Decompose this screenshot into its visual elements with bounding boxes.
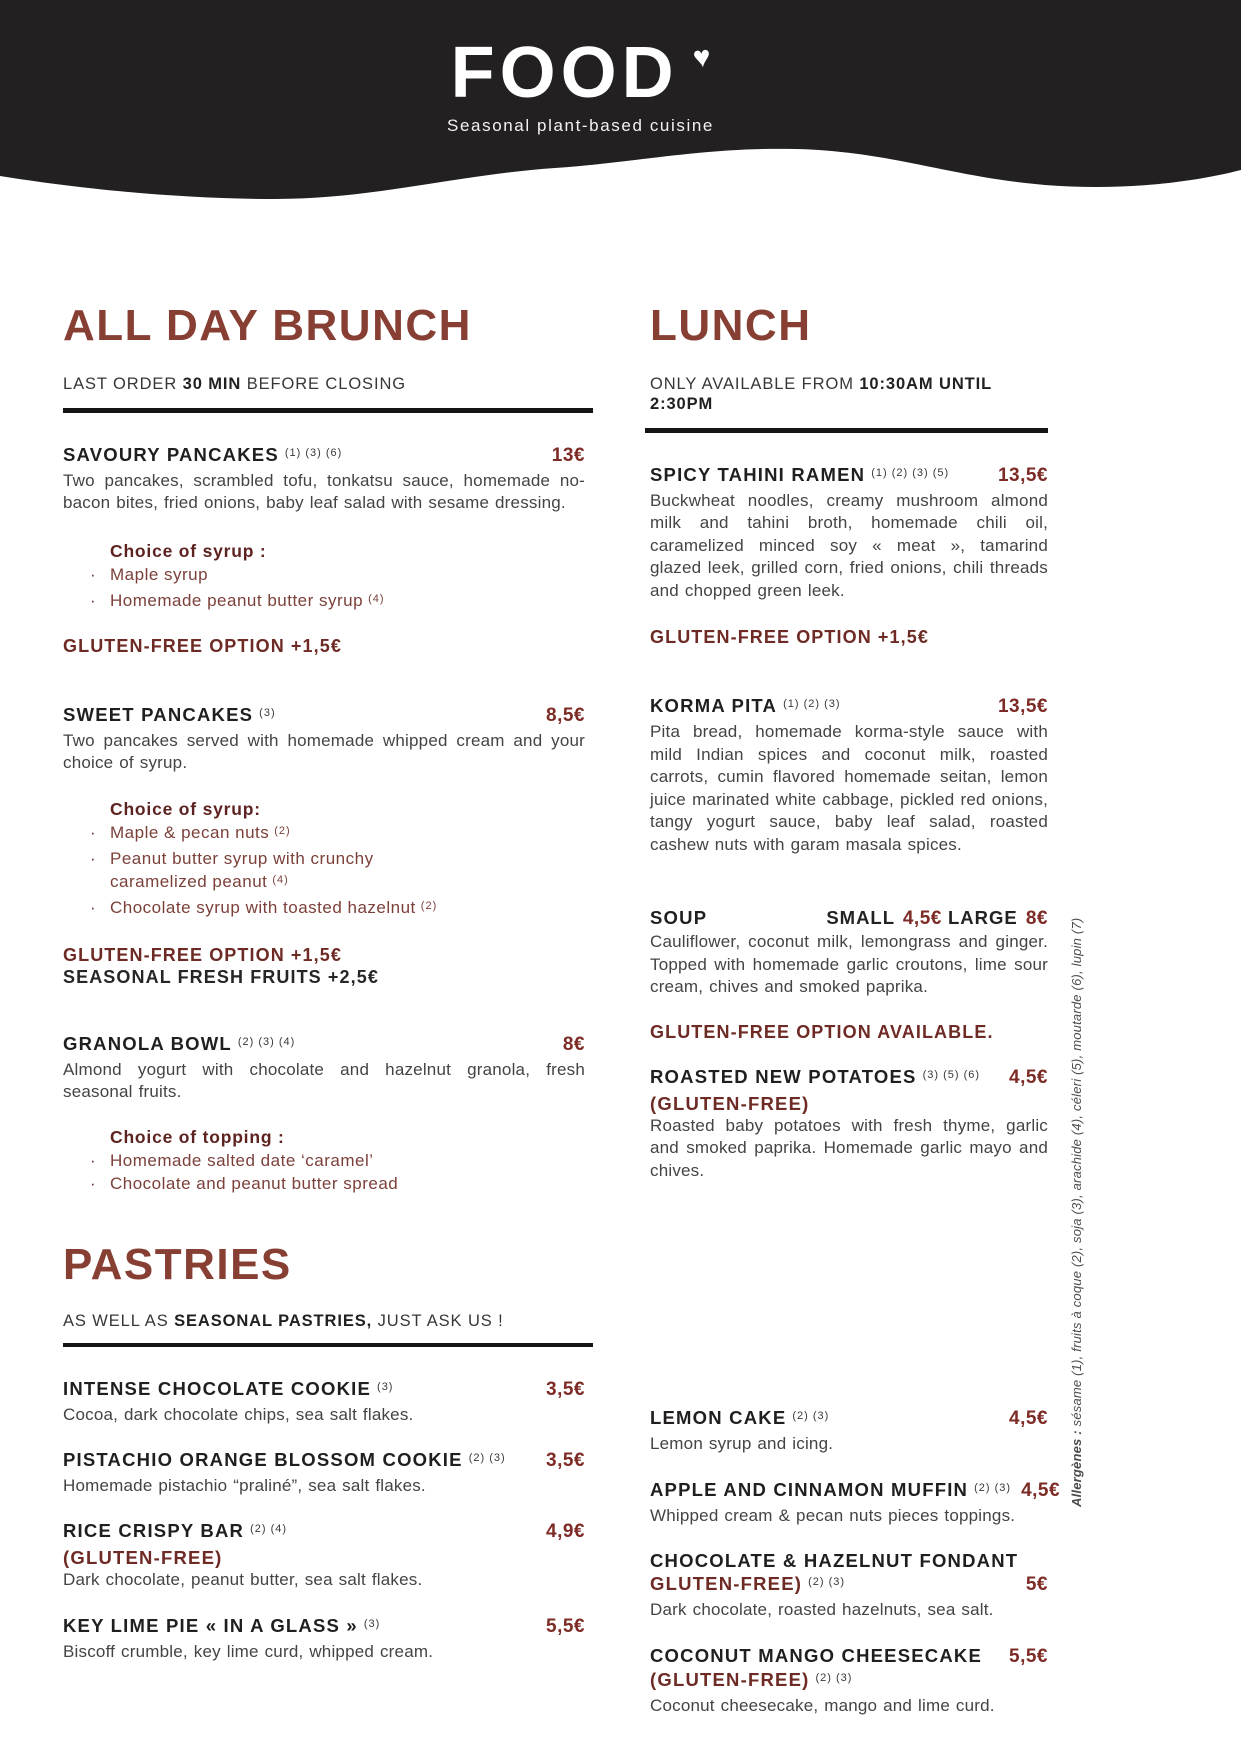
choice-option: · Homemade salted date ‘caramel’ bbox=[90, 1150, 374, 1170]
choice-block bbox=[90, 540, 585, 615]
bullet-icon: · bbox=[90, 1173, 97, 1193]
bullet-icon: · bbox=[90, 564, 97, 584]
soup-prices: SMALL 4,5€ LARGE 8€ bbox=[826, 907, 1048, 929]
item-description: Cocoa, dark chocolate chips, sea salt flakes. bbox=[63, 1405, 414, 1424]
pastries-note: AS WELL AS SEASONAL PASTRIES, JUST ASK US ! bbox=[63, 1311, 504, 1330]
heart-icon: ♥ bbox=[690, 40, 713, 75]
gluten-free-note: GLUTEN-FREE OPTION +1,5€ bbox=[650, 627, 929, 647]
choice-option: · Peanut butter syrup with crunchy caramelized peanut $^{(4)}$ bbox=[90, 847, 450, 896]
item-name: SAVOURY PANCAKES $^{(1) (3) (6)}$ bbox=[63, 443, 343, 465]
item-name: PISTACHIO ORANGE BLOSSOM COOKIE $^{(2) (3)}$ bbox=[63, 1448, 506, 1470]
bullet-icon: · bbox=[90, 897, 97, 917]
item-price: 13,5€ bbox=[997, 696, 1048, 717]
lunch-section-title: LUNCH bbox=[650, 301, 812, 350]
choice-block bbox=[90, 798, 585, 922]
item-price: 4,5€ bbox=[1021, 1479, 1061, 1501]
allergen-refs: (2) (3) bbox=[792, 1410, 830, 1422]
item-name: SPICY TAHINI RAMEN $^{(1) (2) (3) (5)}$ bbox=[650, 463, 950, 485]
gluten-free-note: GLUTEN-FREE OPTION +1,5€ bbox=[63, 635, 342, 656]
allergen-refs: (3) bbox=[363, 1617, 381, 1630]
bullet-icon: · bbox=[90, 848, 97, 868]
item-name: GRANOLA BOWL $^{(2) (3) (4)}$ bbox=[63, 1032, 296, 1054]
gluten-free-subtitle: (GLUTEN-FREE) $^{(2) (3)}$ bbox=[650, 1668, 853, 1690]
allergen-refs: (3) (5) (6) bbox=[922, 1068, 981, 1081]
right-column bbox=[650, 301, 1061, 1717]
pastries-section-title: PASTRIES bbox=[63, 1239, 292, 1289]
menu-item-spicy-tahini-ramen bbox=[650, 463, 1048, 649]
item-price: 5,5€ bbox=[1009, 1645, 1048, 1667]
menu-item-key-lime-pie bbox=[63, 1614, 585, 1664]
item-price: 3,5€ bbox=[546, 1449, 585, 1471]
item-description: Dark chocolate, roasted hazelnuts, sea salt. bbox=[650, 1600, 994, 1619]
allergen-refs: (1) (2) (3) (5) bbox=[871, 466, 950, 479]
item-price: 8€ bbox=[562, 1033, 585, 1055]
divider bbox=[645, 428, 1048, 433]
menu-item-pistachio-cookie bbox=[63, 1448, 585, 1498]
page-subtitle: Seasonal plant-based cuisine bbox=[447, 116, 714, 135]
item-name: RICE CRISPY BAR $^{(2) (4)}$ bbox=[63, 1520, 288, 1541]
allergen-refs: (2) (3) bbox=[974, 1481, 1012, 1494]
item-name: LEMON CAKE $^{(2) (3)}$ bbox=[650, 1407, 830, 1428]
divider bbox=[63, 1343, 593, 1348]
allergen-refs: (2) (3) bbox=[815, 1671, 853, 1684]
choice-option: · Homemade peanut butter syrup $^{(4)}$ bbox=[90, 589, 585, 615]
brunch-section-title: ALL DAY BRUNCH bbox=[63, 301, 472, 350]
item-description: Dark chocolate, peanut butter, sea salt flakes. bbox=[63, 1570, 423, 1589]
item-description: Pita bread, homemade korma-style sauce with mild Indian spices and coconut milk, roasted carrots, cumin flavored homemade seitan, lemon juice marinated white cabbage, pickled red onions, tangy yogurt sauce, baby leaf salad, roasted cashew nuts with garam masala spices. bbox=[650, 722, 1048, 854]
item-price: 4,5€ bbox=[1009, 1408, 1048, 1429]
divider bbox=[63, 408, 593, 413]
gluten-free-subtitle: (GLUTEN-FREE) bbox=[63, 1547, 223, 1568]
menu-item-savoury-pancakes bbox=[63, 443, 585, 657]
allergen-refs: (1) (3) (6) bbox=[284, 446, 343, 459]
item-name: APPLE AND CINNAMON MUFFIN $^{(2) (3)}$ bbox=[650, 1478, 1012, 1500]
menu-item-intense-chocolate-cookie bbox=[63, 1377, 585, 1427]
item-price: 13€ bbox=[551, 444, 585, 466]
bullet-icon: · bbox=[90, 590, 97, 610]
item-price: 5,5€ bbox=[546, 1615, 585, 1637]
allergen-refs: (1) (2) (3) bbox=[783, 698, 841, 710]
item-description: Biscoff crumble, key lime curd, whipped cream. bbox=[63, 1641, 434, 1661]
item-name: SOUP bbox=[650, 907, 708, 928]
item-price: 4,5€ bbox=[1009, 1066, 1048, 1088]
left-column bbox=[63, 302, 585, 1663]
item-description: Homemade pistachio “praliné”, sea salt flakes. bbox=[63, 1475, 426, 1495]
allergen-refs: (3) bbox=[259, 706, 276, 719]
menu-header bbox=[0, 33, 1201, 136]
menu-item-soup bbox=[650, 906, 1048, 1043]
choice-option: · Chocolate syrup with toasted hazelnut $^{(2)}$ bbox=[90, 896, 585, 922]
bullet-icon: · bbox=[90, 822, 97, 842]
item-price: 8,5€ bbox=[546, 704, 585, 726]
allergen-refs: (2) (4) bbox=[250, 1523, 288, 1535]
choice-label: Choice of topping : bbox=[110, 1126, 285, 1147]
item-name: CHOCOLATE & HAZELNUT FONDANT bbox=[650, 1550, 1019, 1571]
seasonal-fruits-note: SEASONAL FRESH FRUITS +2,5€ bbox=[63, 966, 379, 987]
choice-block bbox=[90, 1126, 585, 1195]
item-name: KEY LIME PIE « IN A GLASS » $^{(3)}$ bbox=[63, 1614, 381, 1636]
gluten-free-subtitle: GLUTEN-FREE) $^{(2) (3)}$ bbox=[650, 1573, 846, 1594]
item-name: SWEET PANCAKES $^{(3)}$ bbox=[63, 703, 276, 725]
brunch-note: LAST ORDER 30 MIN BEFORE CLOSING bbox=[63, 375, 406, 393]
menu-item-rice-crispy-bar bbox=[63, 1519, 585, 1592]
menu-item-coconut-mango-cheesecake bbox=[650, 1644, 1048, 1718]
item-name: INTENSE CHOCOLATE COOKIE $^{(3)}$ bbox=[63, 1378, 394, 1399]
item-price: 13,5€ bbox=[997, 464, 1048, 486]
choice-label: Choice of syrup : bbox=[110, 540, 267, 561]
item-description: Buckwheat noodles, creamy mushroom almond milk and tahini broth, homemade chili oil, caramelized minced soy « meat », tamarind glazed leek, grilled corn, fried onions, chili threads and chopped green leek. bbox=[650, 490, 1048, 600]
allergen-refs: (2) (3) bbox=[468, 1451, 506, 1464]
lunch-note: ONLY AVAILABLE FROM 10:30AM UNTIL 2:30PM bbox=[650, 375, 992, 413]
menu-item-granola-bowl bbox=[63, 1032, 585, 1195]
item-description: Whipped cream & pecan nuts pieces toppings. bbox=[650, 1505, 1016, 1525]
menu-item-apple-cinnamon-muffin bbox=[650, 1478, 1061, 1528]
allergens-note: Allergènes : sésame (1), fruits à coque (2), soja (3), arachide (4), céleri (5), moutarde (6), lupin (7) bbox=[1069, 917, 1084, 1507]
item-description: Almond yogurt with chocolate and hazelnut granola, fresh seasonal fruits. bbox=[63, 1059, 585, 1101]
item-name: ROASTED NEW POTATOES $^{(3) (5) (6)}$ bbox=[650, 1065, 981, 1087]
item-description: Coconut cheesecake, mango and lime curd. bbox=[650, 1695, 995, 1715]
choice-label: Choice of syrup: bbox=[110, 798, 261, 819]
allergen-refs: (3) bbox=[377, 1381, 394, 1393]
gluten-free-subtitle: (GLUTEN-FREE) bbox=[650, 1092, 810, 1114]
menu-item-roasted-new-potatoes bbox=[650, 1065, 1048, 1183]
bullet-icon: · bbox=[90, 1150, 97, 1170]
menu-item-chocolate-hazelnut-fondant bbox=[650, 1549, 1048, 1622]
item-name: COCONUT MANGO CHEESECAKE bbox=[650, 1644, 983, 1666]
gluten-free-note: GLUTEN-FREE OPTION +1,5€ bbox=[63, 944, 342, 965]
item-description: Two pancakes, scrambled tofu, tonkatsu sauce, homemade no-bacon bites, fried onions, baby leaf salad with sesame dressing. bbox=[63, 470, 585, 512]
item-description: Cauliflower, coconut milk, lemongrass and ginger. Topped with homemade garlic croutons, lime sour cream, chives and smoked paprika. bbox=[650, 932, 1048, 996]
item-price: 5€ bbox=[1025, 1574, 1048, 1595]
menu-item-lemon-cake bbox=[650, 1406, 1048, 1456]
item-description: Two pancakes served with homemade whipped cream and your choice of syrup. bbox=[63, 730, 585, 772]
item-price: 3,5€ bbox=[546, 1379, 585, 1400]
choice-option: · Maple syrup bbox=[90, 563, 585, 589]
choice-option: · Maple & pecan nuts $^{(2)}$ bbox=[90, 821, 585, 847]
allergen-refs: (2) (3) (4) bbox=[237, 1035, 296, 1048]
item-description: Roasted baby potatoes with fresh thyme, garlic and smoked paprika. Homemade garlic mayo and chives. bbox=[650, 1115, 1048, 1180]
menu-item-korma-pita bbox=[650, 694, 1048, 856]
item-name: KORMA PITA $^{(1) (2) (3)}$ bbox=[650, 695, 841, 716]
choice-option: · Chocolate and peanut butter spread bbox=[90, 1173, 399, 1193]
allergen-refs: (2) (3) bbox=[808, 1576, 846, 1588]
item-description: Lemon syrup and icing. bbox=[650, 1434, 834, 1453]
gluten-free-note: GLUTEN-FREE OPTION AVAILABLE. bbox=[650, 1021, 994, 1042]
menu-item-sweet-pancakes bbox=[63, 703, 585, 988]
page-title: FOOD bbox=[450, 33, 679, 113]
item-price: 4,9€ bbox=[546, 1521, 585, 1542]
